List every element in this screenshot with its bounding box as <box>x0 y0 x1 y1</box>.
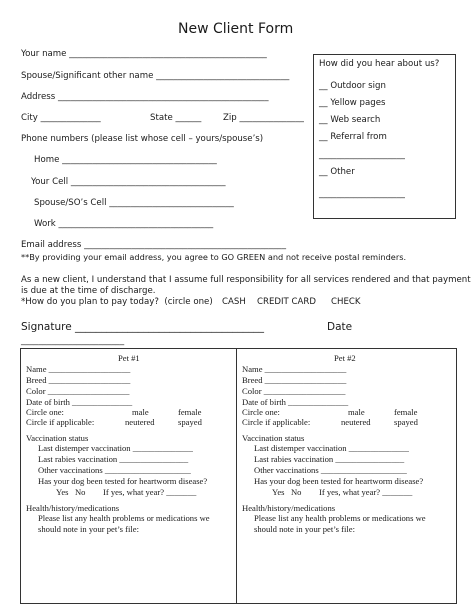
pet-2-heartworm-question: Has your dog been tested for heartworm disease? <box>254 476 424 486</box>
pet-1-title: Pet #1 <box>118 353 140 363</box>
pet-2-name-field[interactable]: Name ___________________ <box>242 364 347 374</box>
pet-2-circle-one-label: Circle one: <box>242 407 280 417</box>
pet-1-section <box>26 352 232 598</box>
email-note: **By providing your email address, you agree to GO GREEN and not receive postal reminders. <box>21 252 407 262</box>
work-phone-field[interactable]: Work ____________________________________ <box>34 219 214 229</box>
pet-2-dob-field[interactable]: Date of birth ______________ <box>242 397 349 407</box>
pet-2-male-option[interactable]: male <box>348 407 365 417</box>
pet-1-circle-if-label: Circle if applicable: <box>26 417 95 427</box>
pet-2-section <box>242 352 450 598</box>
other-option[interactable]: __ Other <box>319 167 355 177</box>
pets-divider <box>236 349 237 603</box>
signature-field[interactable]: Signature ____________________________________ <box>21 321 264 333</box>
outdoor-sign-option[interactable]: __ Outdoor sign <box>319 81 386 91</box>
pet-2-distemper-field[interactable]: Last distemper vaccination ______________ <box>254 443 409 453</box>
pet-2-health-instruction-2: should note in your pet’s file: <box>254 524 355 534</box>
zip-field[interactable]: Zip _______________ <box>223 113 304 123</box>
yellow-pages-option[interactable]: __ Yellow pages <box>319 98 386 108</box>
pet-1-spayed-option[interactable]: spayed <box>178 417 202 427</box>
responsibility-line-2: is due at the time of discharge. <box>21 286 156 296</box>
pet-1-what-year-field[interactable]: If yes, what year? _______ <box>103 487 197 497</box>
spouse-name-field[interactable]: Spouse/Significant other name _______________________________ <box>21 71 290 81</box>
pet-2-breed-field[interactable]: Breed ___________________ <box>242 375 347 385</box>
pet-1-neutered-option[interactable]: neutered <box>125 417 155 427</box>
cash-option[interactable]: CASH <box>222 297 246 307</box>
home-phone-field[interactable]: Home ____________________________________ <box>34 155 217 165</box>
pet-1-dob-field[interactable]: Date of birth ______________ <box>26 397 133 407</box>
check-option[interactable]: CHECK <box>331 297 361 307</box>
payment-question: *How do you plan to pay today? (circle one) <box>21 297 213 307</box>
state-field[interactable]: State ______ <box>150 113 202 123</box>
referral-source-box <box>313 54 456 219</box>
referral-from-blank[interactable]: ____________________ <box>319 150 405 160</box>
referral-from-option[interactable]: __ Referral from <box>319 132 387 142</box>
pet-1-name-field[interactable]: Name ___________________ <box>26 364 131 374</box>
pet-2-what-year-field[interactable]: If yes, what year? _______ <box>319 487 413 497</box>
pet-2-spayed-option[interactable]: spayed <box>394 417 418 427</box>
date-field[interactable]: ________________________ <box>21 336 125 346</box>
pet-1-vaccination-heading: Vaccination status <box>26 433 89 443</box>
pet-2-vaccination-heading: Vaccination status <box>242 433 305 443</box>
pet-1-health-instruction-2: should note in your pet’s file: <box>38 524 139 534</box>
phone-numbers-heading: Phone numbers (please list whose cell – yours/spouse’s) <box>21 134 264 144</box>
pet-2-neutered-option[interactable]: neutered <box>341 417 371 427</box>
your-name-field[interactable]: Your name ______________________________________________ <box>21 49 267 59</box>
email-field[interactable]: Email address _______________________________________________ <box>21 240 287 250</box>
pet-1-circle-one-label: Circle one: <box>26 407 64 417</box>
pet-1-breed-field[interactable]: Breed ___________________ <box>26 375 131 385</box>
spouse-cell-field[interactable]: Spouse/SO’s Cell _____________________________ <box>34 198 234 208</box>
pet-2-health-instruction-1: Please list any health problems or medications we <box>254 513 426 523</box>
pet-1-health-instruction-1: Please list any health problems or medications we <box>38 513 210 523</box>
pet-2-rabies-field[interactable]: Last rabies vaccination ________________ <box>254 454 405 464</box>
pet-1-health-heading: Health/history/medications <box>26 503 120 513</box>
pet-1-male-option[interactable]: male <box>132 407 149 417</box>
pet-1-rabies-field[interactable]: Last rabies vaccination ________________ <box>38 454 189 464</box>
web-search-option[interactable]: __ Web search <box>319 115 381 125</box>
form-title: New Client Form <box>178 21 294 37</box>
pet-2-health-heading: Health/history/medications <box>242 503 336 513</box>
referral-box-title: How did you hear about us? <box>319 59 440 69</box>
address-field[interactable]: Address _________________________________________________ <box>21 92 269 102</box>
pet-1-color-field[interactable]: Color ___________________ <box>26 386 130 396</box>
pet-2-yes-no-options[interactable]: Yes No <box>272 487 302 497</box>
pet-2-title: Pet #2 <box>334 353 356 363</box>
credit-card-option[interactable]: CREDIT CARD <box>257 297 317 307</box>
pet-2-other-vaccinations-field[interactable]: Other vaccinations ____________________ <box>254 465 407 475</box>
pet-1-yes-no-options[interactable]: Yes No <box>56 487 86 497</box>
city-field[interactable]: City ______________ <box>21 113 101 123</box>
your-cell-field[interactable]: Your Cell ____________________________________ <box>31 177 226 187</box>
pet-1-distemper-field[interactable]: Last distemper vaccination ______________ <box>38 443 193 453</box>
pet-1-other-vaccinations-field[interactable]: Other vaccinations ____________________ <box>38 465 191 475</box>
pet-1-heartworm-question: Has your dog been tested for heartworm disease? <box>38 476 208 486</box>
other-blank[interactable]: ____________________ <box>319 189 405 199</box>
pet-2-circle-if-label: Circle if applicable: <box>242 417 311 427</box>
date-label: Date <box>327 321 353 333</box>
responsibility-line-1: As a new client, I understand that I assume full responsibility for all services rendered and that payment <box>21 275 471 285</box>
pet-2-color-field[interactable]: Color ___________________ <box>242 386 346 396</box>
pet-2-female-option[interactable]: female <box>394 407 418 417</box>
pet-1-female-option[interactable]: female <box>178 407 202 417</box>
